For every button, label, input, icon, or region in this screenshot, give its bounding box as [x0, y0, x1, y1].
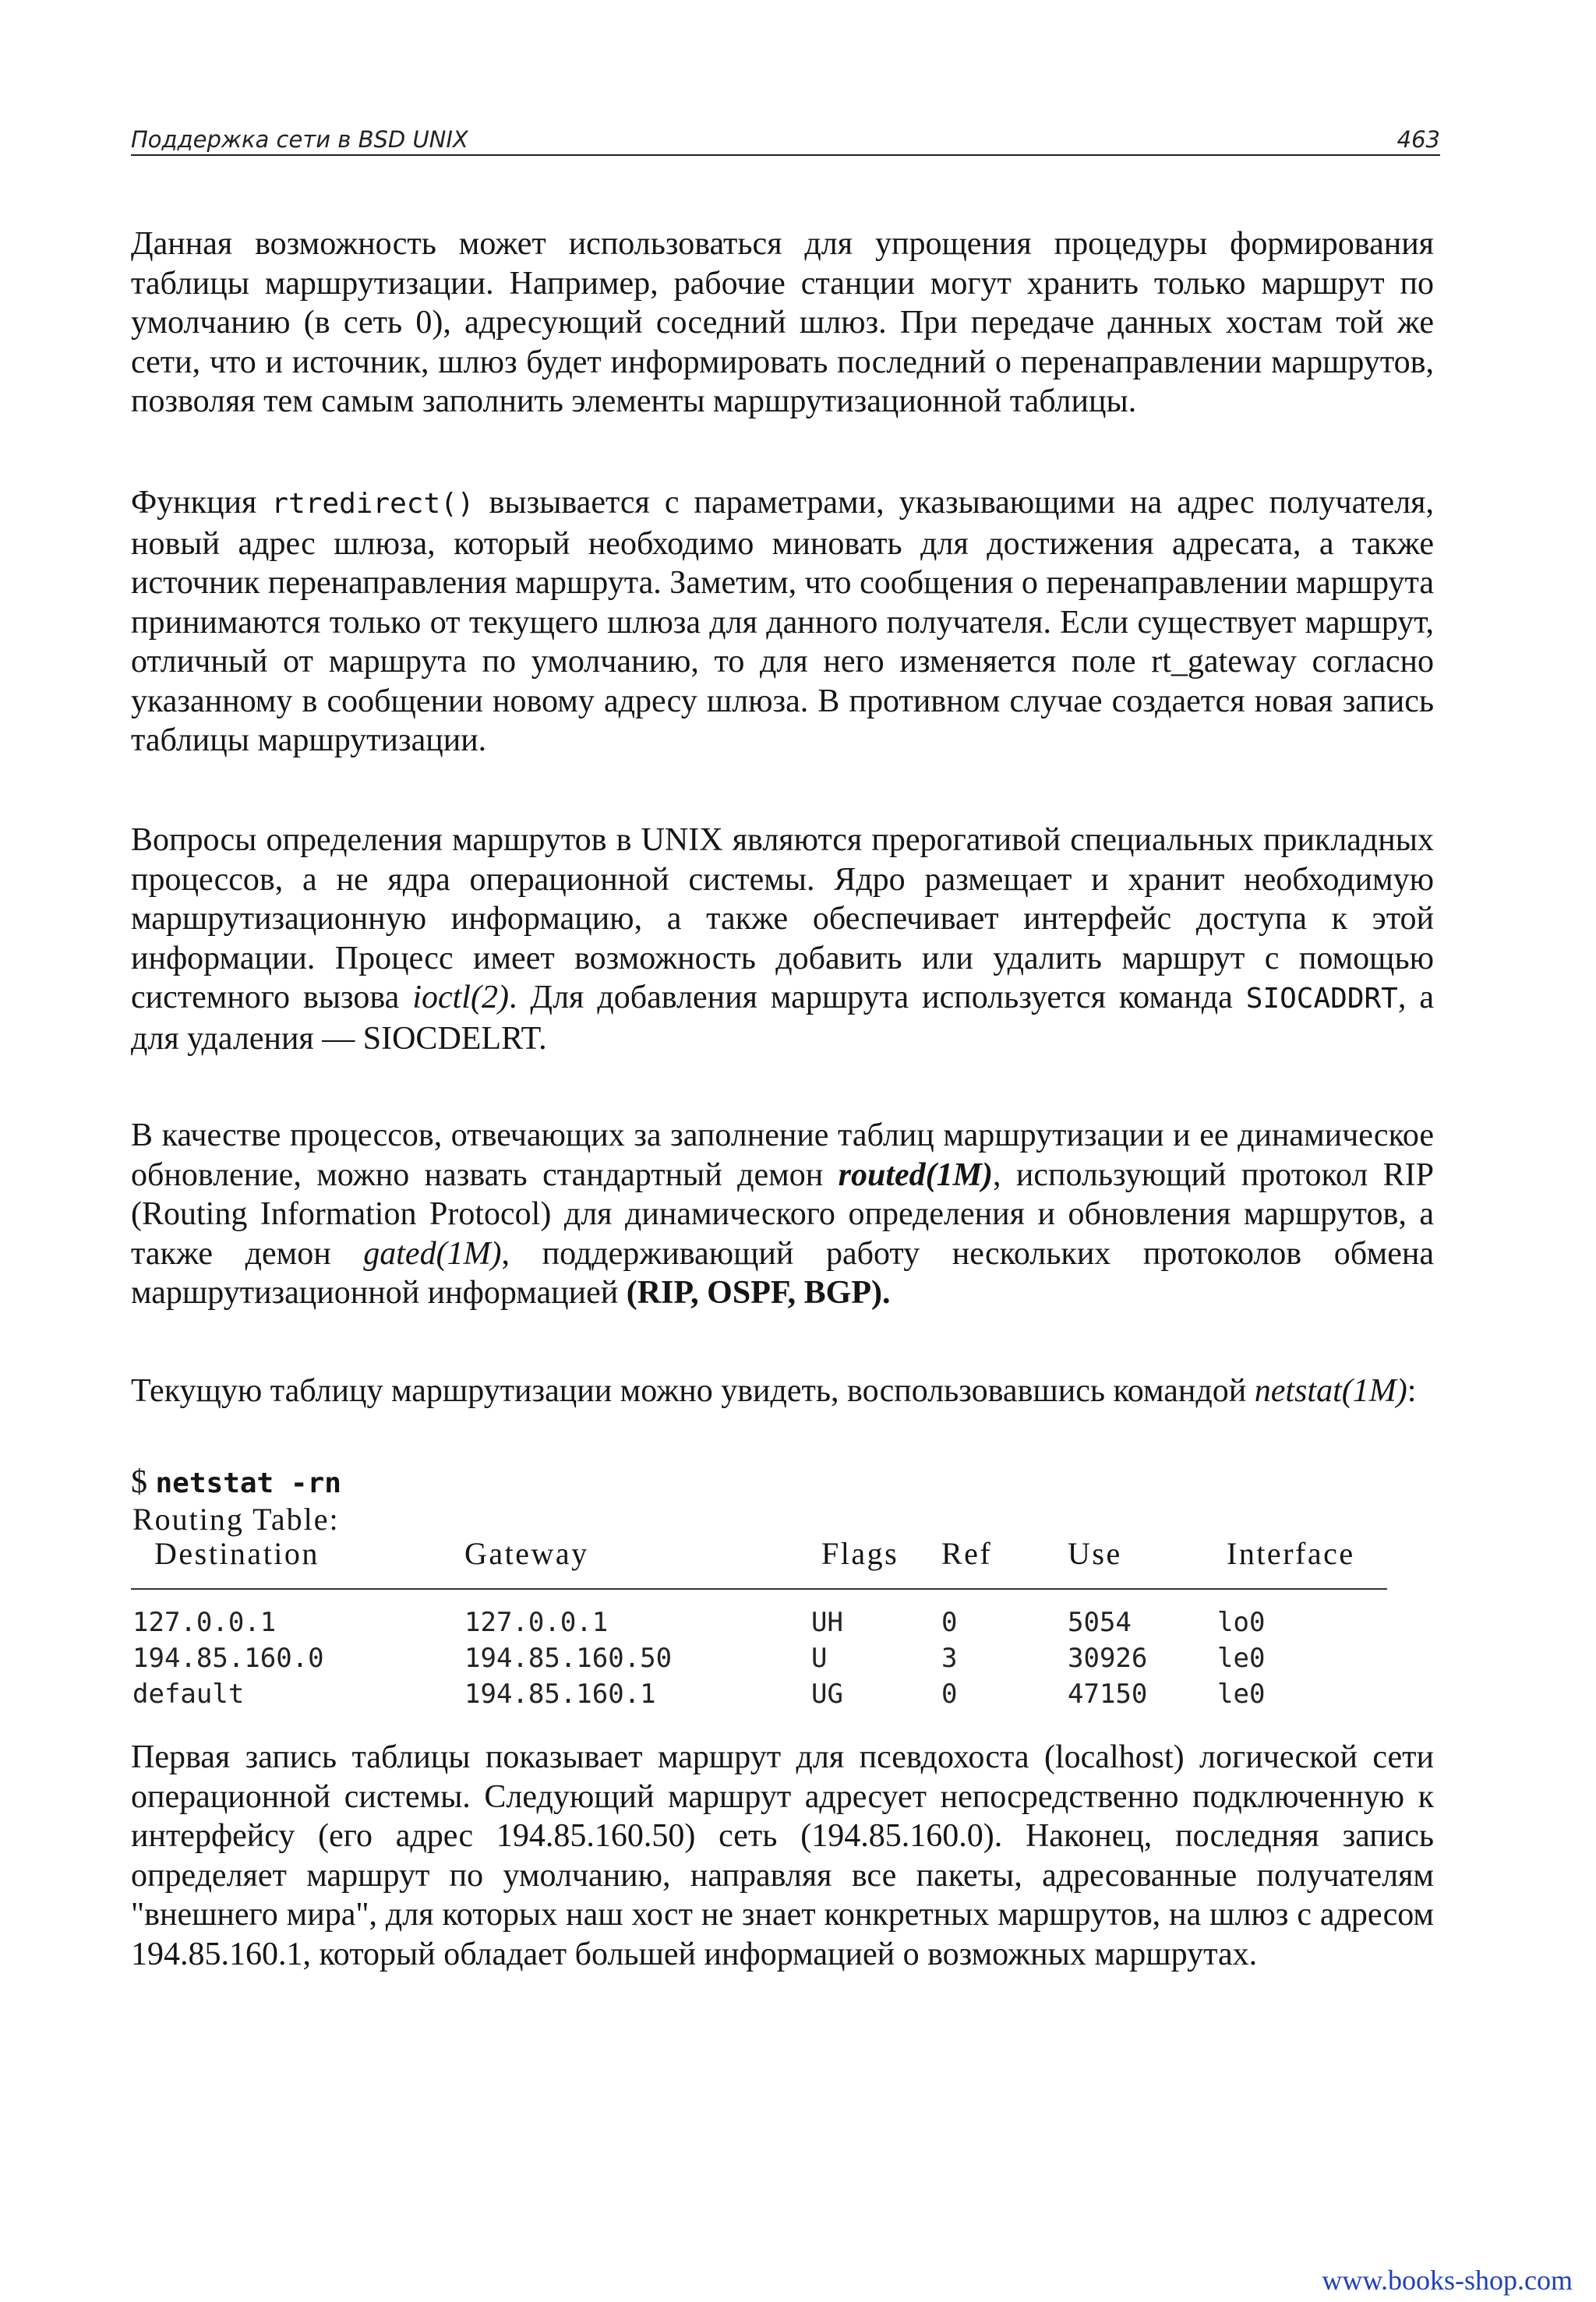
- paragraph-2: [131, 483, 1434, 761]
- cell-interface: le0: [1217, 1643, 1266, 1674]
- cell-flags: U: [811, 1643, 828, 1674]
- cell-use: 30926: [1068, 1643, 1148, 1674]
- paragraph-3: [131, 821, 1434, 1058]
- table-row: [131, 1607, 1387, 1643]
- netstat-reference: netstat(1M): [1254, 1373, 1407, 1409]
- cell-use: 47150: [1068, 1679, 1148, 1710]
- gated-reference: gated(1M): [363, 1235, 502, 1272]
- column-header-flags: Flags: [821, 1536, 899, 1571]
- table-row: [131, 1679, 1387, 1714]
- paragraph-4-prefix: В качестве процессов, отвечающих за заполнение таблиц маршрутизации и ее динамическое обновление, можно назвать стандартный демон: [131, 1117, 1434, 1193]
- table-row: [131, 1643, 1387, 1679]
- paragraph-6: Первая запись таблицы показывает маршрут для псевдохоста (localhost) логической сети операционной системы. Следующий маршрут адресует непосредственно подключенную к интерфейсу (его адрес 194.85.160.50) сеть (194.85.160.0). Наконец, последняя запись определяет маршрут по умолчанию, направляя все пакеты, адресованные получателям "внешнего мира", для которых наш хост не знает конкретных маршрутов, на шлюз с адресом 194.85.160.1, который обладает большей информацией о возможных маршрутах.: [131, 1739, 1434, 1972]
- paragraph-5: [131, 1372, 1434, 1411]
- paragraph-4: [131, 1116, 1434, 1313]
- running-title: Поддержка сети в BSD UNIX: [131, 126, 468, 153]
- routing-table-title: Routing Table:: [132, 1502, 340, 1537]
- siocaddrt-code: SIOCADDRT: [1245, 983, 1398, 1015]
- cell-ref: 3: [941, 1643, 958, 1674]
- command-line: [131, 1463, 341, 1503]
- cell-interface: lo0: [1217, 1607, 1266, 1638]
- column-header-destination: Destination: [154, 1536, 320, 1571]
- cell-interface: le0: [1217, 1679, 1266, 1710]
- cell-gateway: 194.85.160.1: [464, 1679, 656, 1710]
- netstat-command: netstat -rn: [155, 1467, 341, 1499]
- cell-destination: 127.0.0.1: [132, 1607, 277, 1638]
- cell-flags: UH: [811, 1607, 843, 1638]
- shell-prompt: $: [131, 1464, 156, 1500]
- paragraph-4-mid: , использующий протокол RIP (Routing Information Protocol) для динамического определения и обновления маршрутов, а также демон: [131, 1156, 1434, 1272]
- cell-flags: UG: [811, 1679, 843, 1710]
- paragraph-3-mid: . Для добавления маршрута используется команда: [508, 980, 1246, 1015]
- paragraph-5-suffix: :: [1407, 1373, 1417, 1409]
- protocol-list: (RIP, OSPF, BGP).: [626, 1275, 891, 1311]
- column-header-gateway: Gateway: [464, 1536, 589, 1571]
- paragraph-3-suffix: , а для удаления — SIOCDELRT.: [131, 980, 1434, 1057]
- paragraph-3-prefix: Вопросы определения маршрутов в UNIX являются прерогативой специальных прикладных процессов, а не ядра операционной системы. Ядро размещает и хранит необходимую маршрутизационную информацию, а также обеспечивает интерфейс доступа к этой информации. Процесс имеет возможность добавить или удалить маршрут с помощью системного вызова: [131, 822, 1434, 1015]
- cell-destination: default: [132, 1679, 245, 1710]
- column-header-interface: Interface: [1227, 1536, 1355, 1571]
- column-header-ref: Ref: [941, 1536, 993, 1571]
- cell-use: 5054: [1068, 1607, 1132, 1638]
- page-number: 463: [1396, 126, 1440, 153]
- paragraph-4-mid2: , поддерживающий работу нескольких протоколов обмена маршрутизационной информацией: [131, 1235, 1434, 1311]
- paragraph-2-prefix: Функция: [131, 485, 272, 521]
- cell-gateway: 127.0.0.1: [464, 1607, 609, 1638]
- header-rule: [131, 1588, 1387, 1590]
- ioctl-reference: ioctl(2): [412, 980, 509, 1015]
- cell-destination: 194.85.160.0: [132, 1643, 324, 1674]
- rtredirect-code: rtredirect(): [271, 488, 475, 520]
- column-header-use: Use: [1068, 1536, 1122, 1571]
- footer-link[interactable]: www.books-shop.com: [1322, 2265, 1573, 2296]
- routed-reference: routed(1M): [838, 1156, 993, 1193]
- cell-ref: 0: [941, 1679, 958, 1710]
- paragraph-5-prefix: Текущую таблицу маршрутизации можно увидеть, воспользовавшись командой: [131, 1373, 1255, 1409]
- routing-table: [131, 1535, 1387, 1714]
- running-head: [131, 115, 1440, 156]
- cell-gateway: 194.85.160.50: [464, 1643, 673, 1674]
- paragraph-1: Данная возможность может использоваться для упрощения процедуры формирования таблицы маршрутизации. Например, рабочие станции могут хранить только маршрут по умолчанию (в сеть 0), адресующий соседний шлюз. При передаче данных хостам той же сети, что и источник, шлюз будет информировать последний о перенаправлении маршрутов, позволяя тем самым заполнить элементы маршрутизационной таблицы.: [131, 226, 1434, 419]
- cell-ref: 0: [941, 1607, 958, 1638]
- paragraph-2-suffix: вызывается с параметрами, указывающими на адрес получателя, новый адрес шлюза, который необходимо миновать для достижения адресата, а также источник перенаправления маршрута. Заметим, что сообщения о перенаправлении маршрута принимаются только от текущего шлюза для данного получателя. Если существует маршрут, отличный от маршрута по умолчанию, то для него изменяется поле rt_gateway согласно указанному в сообщении новому адресу шлюза. В противном случае создается новая запись таблицы маршрутизации.: [131, 485, 1434, 758]
